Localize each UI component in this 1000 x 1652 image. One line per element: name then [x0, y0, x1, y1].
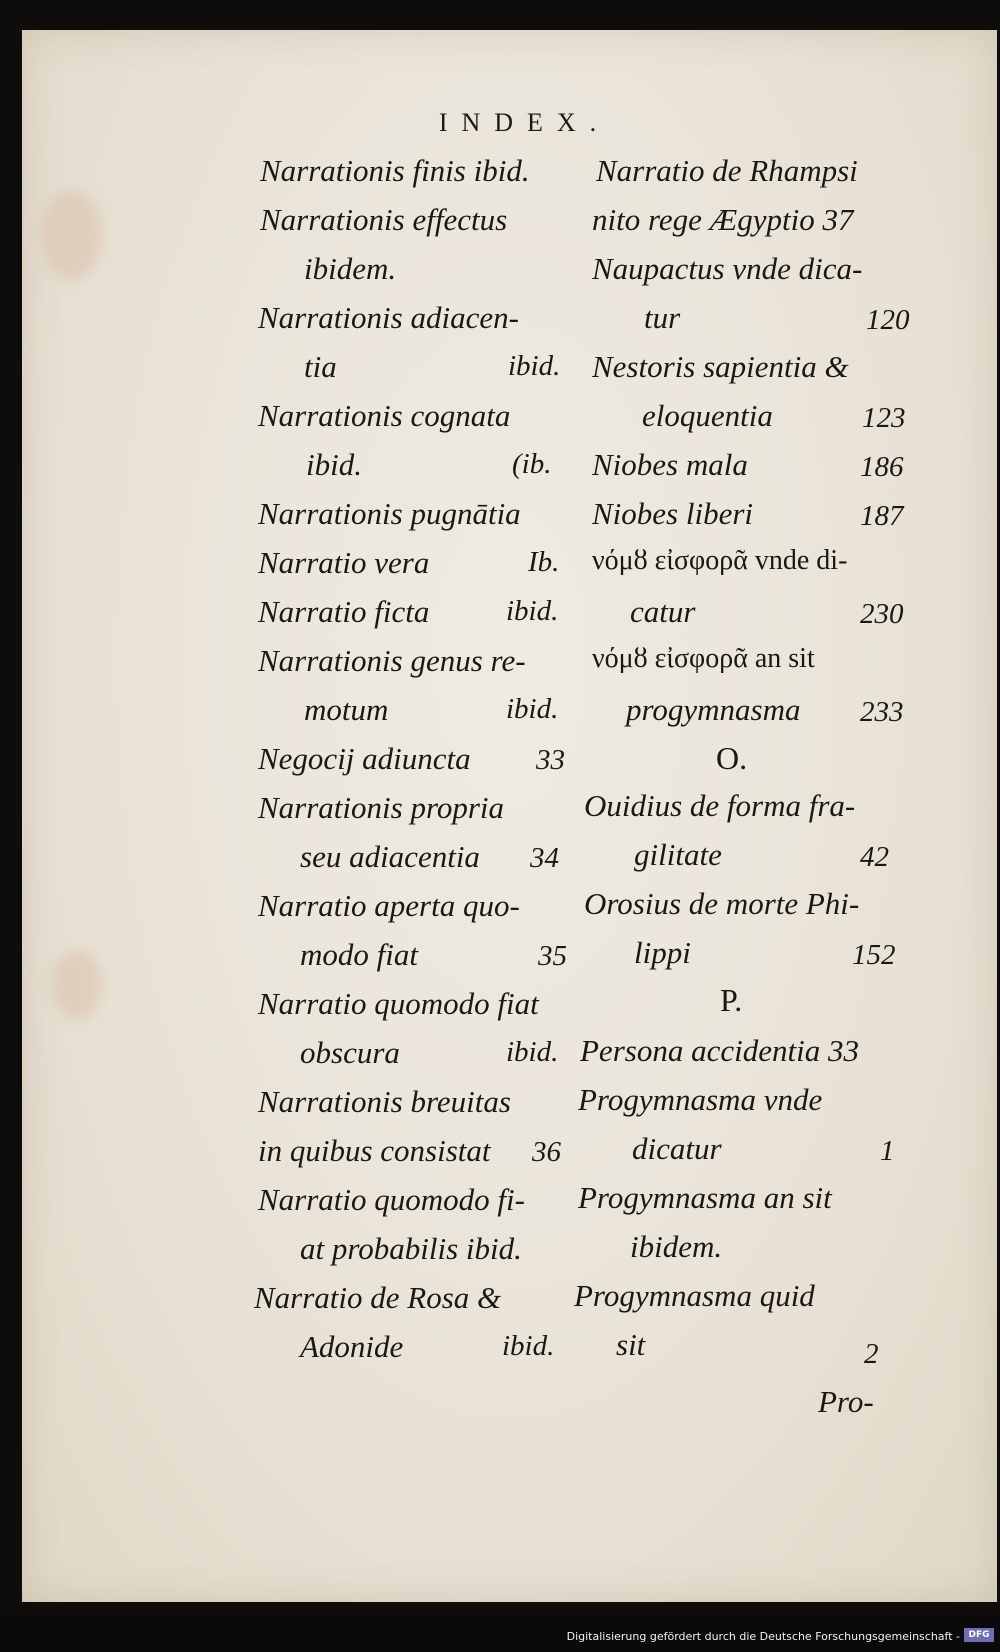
page-reference: 33: [536, 744, 565, 776]
dfg-logo[interactable]: DFG: [964, 1628, 994, 1642]
index-entry: Narrationis propria: [258, 790, 505, 825]
page-reference: 120: [866, 304, 910, 336]
index-entry: Narrationis finis ibid.: [260, 153, 530, 188]
index-entry: Ouidius de forma fra-: [584, 788, 856, 823]
page-reference: ibid.: [506, 693, 559, 725]
page-reference: 42: [860, 841, 889, 873]
index-entry: dicatur: [632, 1131, 722, 1166]
index-entry: Narrationis genus re-: [258, 643, 526, 678]
index-entry: Narrationis cognata: [258, 398, 511, 433]
index-entry: Niobes liberi: [592, 496, 754, 531]
index-entry: Progymnasma vnde: [578, 1082, 823, 1117]
index-entry: Narrationis breuitas: [258, 1084, 511, 1119]
index-entry: Naupactus vnde dica-: [592, 251, 863, 286]
index-entry: Narrationis adiacen-: [258, 300, 519, 335]
index-entry: tia: [304, 349, 337, 384]
index-entry: obscura: [300, 1035, 400, 1070]
index-entry: ibidem.: [630, 1229, 723, 1264]
index-entry: at probabilis ibid.: [300, 1231, 522, 1266]
index-entry: Narratio quomodo fi-: [258, 1182, 525, 1217]
section-letter: P.: [720, 982, 743, 1018]
index-entry: progymnasma: [626, 692, 801, 727]
page-header: INDEX.: [438, 108, 611, 137]
page-reference: 34: [530, 842, 559, 874]
index-entry: Niobes mala: [592, 447, 748, 482]
catchword: Pro-: [818, 1384, 874, 1419]
scan-top-edge: [0, 0, 1000, 26]
page-reference: ibid.: [508, 350, 561, 382]
index-entry: νόμȣ εἰσφορᾶ an sit: [592, 643, 815, 674]
page-reference: 2: [864, 1338, 879, 1370]
index-entry: Narratio de Rhampsi: [596, 153, 858, 188]
footer-credit: Digitalisierung gefördert durch die Deutsche Forschungsgemeinschaft -: [566, 1630, 960, 1643]
page-reference: 186: [860, 451, 904, 483]
page-reference: 123: [862, 402, 906, 434]
page-reference: 230: [860, 598, 904, 630]
index-entry: Orosius de morte Phi-: [584, 886, 860, 921]
page-reference: 187: [860, 500, 904, 532]
index-entry: Progymnasma quid: [574, 1278, 815, 1313]
page-reference: 1: [880, 1135, 895, 1167]
page-reference: ibid.: [506, 595, 559, 627]
page-reference: 35: [538, 940, 567, 972]
index-entry: Narratio quomodo fiat: [258, 986, 539, 1021]
index-entry: sit: [616, 1327, 646, 1362]
index-entry: eloquentia: [642, 398, 773, 433]
paper-stain: [52, 950, 102, 1020]
section-letter: O.: [716, 740, 748, 776]
index-entry: Narrationis effectus: [260, 202, 508, 237]
page-reference: 36: [532, 1136, 561, 1168]
page-reference: 152: [852, 939, 896, 971]
index-entry: Narratio aperta quo-: [258, 888, 520, 923]
index-entry: Negocij adiuncta: [258, 741, 471, 776]
page-reference: ibid.: [506, 1036, 559, 1068]
index-entry: Narrationis pugnātia: [258, 496, 521, 531]
index-entry: motum: [304, 692, 389, 727]
index-entry: ibidem.: [304, 251, 397, 286]
index-entry: nito rege Ægyptio 37: [592, 202, 854, 237]
paper-stain: [42, 190, 102, 280]
index-entry: Adonide: [300, 1329, 404, 1364]
index-entry: catur: [630, 594, 696, 629]
page-reference: ibid.: [502, 1330, 555, 1362]
index-entry: Nestoris sapientia &: [592, 349, 849, 384]
index-entry: gilitate: [634, 837, 722, 872]
index-entry: ibid.: [306, 447, 362, 482]
page-reference: Ib.: [528, 546, 560, 578]
index-entry: Narratio vera: [258, 545, 430, 580]
index-entry: Persona accidentia 33: [580, 1033, 859, 1068]
index-entry: in quibus consistat: [258, 1133, 491, 1168]
index-entry: seu adiacentia: [300, 839, 480, 874]
page-reference: (ib.: [512, 448, 552, 480]
index-entry: lippi: [634, 935, 691, 970]
digitization-footer: [0, 1616, 1000, 1652]
book-page: [22, 30, 997, 1602]
index-entry: tur: [644, 300, 681, 335]
index-entry: Narratio ficta: [258, 594, 430, 629]
page-reference: 233: [860, 696, 904, 728]
index-entry: modo fiat: [300, 937, 418, 972]
index-entry: νόμȣ εἰσφορᾶ vnde di-: [592, 545, 848, 576]
index-entry: Narratio de Rosa &: [254, 1280, 502, 1315]
index-entry: Progymnasma an sit: [578, 1180, 832, 1215]
